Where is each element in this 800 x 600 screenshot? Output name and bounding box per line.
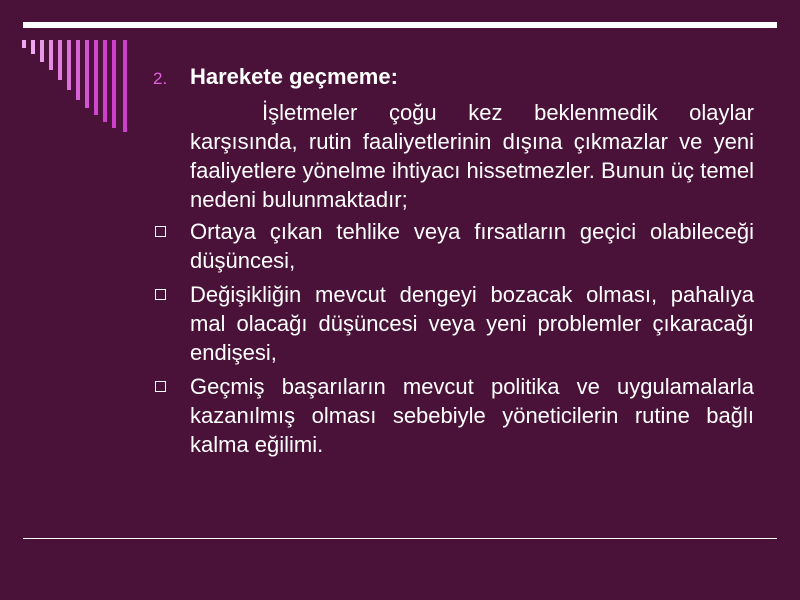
decorative-stripe xyxy=(22,40,26,48)
intro-paragraph: İşletmeler çoğu kez beklenmedik olaylar karşısında, rutin faaliyetlerinin dışına çıkmazlar ve yeni faaliyetlere yönelme ihtiyacı hissetmezler. Bunun üç temel nedeni bulunmaktadır; xyxy=(190,100,754,212)
decorative-stripe xyxy=(123,40,127,132)
decorative-stripe xyxy=(40,40,44,62)
bullet-text: Değişikliğin mevcut dengeyi bozacak olması, pahalıya mal olacağı düşüncesi veya yeni problemler çıkaracağı endişesi, xyxy=(190,282,754,365)
top-divider-bar xyxy=(23,22,777,28)
square-bullet-icon xyxy=(155,289,166,300)
decorative-stripe xyxy=(76,40,80,100)
decorative-stripe xyxy=(112,40,116,128)
list-item xyxy=(150,372,754,459)
decorative-stripe xyxy=(103,40,107,122)
bullet-text: Geçmiş başarıların mevcut politika ve uygulamalarla kazanılmış olması sebebiyle yöneticilerin rutine bağlı kalma eğilimi. xyxy=(190,374,754,457)
item-number: 2. xyxy=(153,69,168,88)
slide-heading: Harekete geçmeme: xyxy=(190,64,398,89)
bullet-list xyxy=(150,217,754,459)
decorative-stripe xyxy=(67,40,71,90)
list-item xyxy=(150,217,754,275)
list-item xyxy=(150,280,754,367)
decorative-stripe xyxy=(94,40,98,115)
bottom-divider-line xyxy=(23,538,777,539)
square-bullet-icon xyxy=(155,226,166,237)
slide-content xyxy=(150,62,754,464)
decorative-stripe xyxy=(31,40,35,54)
decorative-stripe xyxy=(49,40,53,70)
bullet-text: Ortaya çıkan tehlike veya fırsatların geçici olabileceği düşüncesi, xyxy=(190,219,754,273)
square-bullet-icon xyxy=(155,381,166,392)
heading-row xyxy=(150,62,754,93)
decorative-stripe xyxy=(58,40,62,80)
decorative-stripe xyxy=(85,40,89,108)
